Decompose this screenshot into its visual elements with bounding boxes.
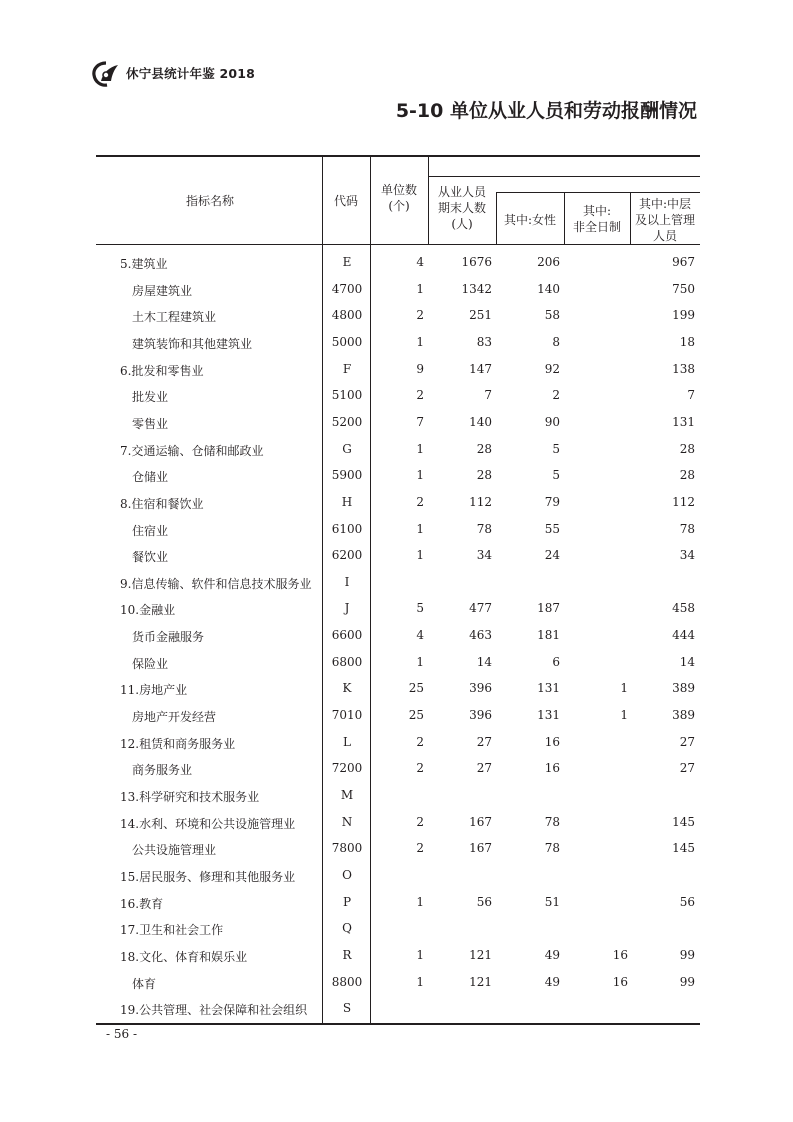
row-managers: 7 bbox=[687, 388, 695, 403]
table-row bbox=[96, 916, 700, 942]
row-name: 零售业 bbox=[132, 416, 169, 431]
col-header-female: 其中:女性 bbox=[503, 213, 557, 227]
table-row bbox=[96, 996, 700, 1022]
row-name: 批发业 bbox=[132, 390, 169, 405]
row-total: 27 bbox=[476, 734, 492, 749]
row-total: 78 bbox=[476, 521, 492, 536]
book-title: 休宁县统计年鉴 2018 bbox=[126, 66, 256, 81]
row-name: 保险业 bbox=[132, 656, 169, 671]
row-managers: 27 bbox=[679, 734, 695, 749]
row-name: 住宿业 bbox=[132, 523, 169, 538]
row-total: 396 bbox=[469, 681, 492, 696]
row-units: 1 bbox=[416, 441, 424, 456]
row-female: 5 bbox=[552, 441, 560, 456]
row-name: 14.水利、环境和公共设施管理业 bbox=[120, 816, 296, 831]
row-code: 6100 bbox=[331, 521, 363, 536]
row-units: 25 bbox=[408, 681, 424, 696]
row-total: 112 bbox=[469, 494, 492, 509]
table-row bbox=[96, 836, 700, 862]
row-total: 34 bbox=[476, 548, 492, 563]
row-total: 167 bbox=[469, 841, 492, 856]
table-row bbox=[96, 970, 700, 996]
row-managers: 112 bbox=[672, 494, 695, 509]
row-units: 1 bbox=[416, 654, 424, 669]
row-total: 121 bbox=[469, 974, 492, 989]
row-female: 49 bbox=[544, 947, 560, 962]
row-code: 7800 bbox=[331, 841, 363, 856]
row-name: 12.租赁和商务服务业 bbox=[120, 736, 236, 751]
col-header-name: 指标名称 bbox=[185, 194, 234, 208]
row-female: 79 bbox=[544, 494, 560, 509]
row-code: Q bbox=[342, 921, 352, 936]
row-female: 6 bbox=[552, 654, 560, 669]
row-units: 2 bbox=[416, 734, 424, 749]
row-female: 58 bbox=[544, 308, 560, 323]
row-units: 1 bbox=[416, 281, 424, 296]
table-row bbox=[96, 650, 700, 676]
table-row bbox=[96, 463, 700, 489]
row-name: 5.建筑业 bbox=[120, 257, 168, 271]
row-code: H bbox=[341, 494, 353, 509]
table-row bbox=[96, 303, 700, 329]
row-code: K bbox=[342, 681, 352, 696]
table-row bbox=[96, 250, 700, 276]
row-female: 187 bbox=[537, 601, 560, 616]
row-name: 建筑装饰和其他建筑业 bbox=[132, 336, 253, 351]
row-units: 7 bbox=[416, 414, 424, 429]
row-code: I bbox=[344, 574, 350, 589]
header-inner-rule-1 bbox=[428, 176, 700, 177]
table-row bbox=[96, 543, 700, 569]
row-total: 251 bbox=[469, 308, 492, 323]
row-managers: 458 bbox=[672, 601, 695, 616]
row-total: 477 bbox=[469, 601, 492, 616]
row-code: N bbox=[341, 814, 353, 829]
row-units: 2 bbox=[416, 388, 424, 403]
row-units: 1 bbox=[416, 521, 424, 536]
row-code: P bbox=[342, 894, 352, 909]
row-managers: 444 bbox=[672, 628, 695, 643]
row-name: 土木工程建筑业 bbox=[132, 310, 217, 325]
table-row bbox=[96, 517, 700, 543]
row-managers: 750 bbox=[672, 281, 695, 296]
row-units: 2 bbox=[416, 494, 424, 509]
row-units: 4 bbox=[416, 255, 424, 269]
row-managers: 99 bbox=[679, 947, 695, 962]
row-total: 1342 bbox=[461, 281, 492, 296]
header-inner-rule-2 bbox=[496, 192, 700, 193]
row-total: 27 bbox=[476, 761, 492, 776]
row-female: 90 bbox=[544, 414, 560, 429]
row-total: 56 bbox=[476, 894, 492, 909]
row-code: 7200 bbox=[331, 761, 363, 776]
table-row bbox=[96, 623, 700, 649]
table-row bbox=[96, 330, 700, 356]
table-row bbox=[96, 410, 700, 436]
row-units: 4 bbox=[416, 628, 424, 643]
row-name: 18.文化、体育和娱乐业 bbox=[120, 949, 248, 964]
row-name: 6.批发和零售业 bbox=[120, 363, 204, 378]
row-total: 147 bbox=[469, 361, 492, 376]
table-row bbox=[96, 357, 700, 383]
row-units: 9 bbox=[416, 361, 424, 376]
row-managers: 34 bbox=[679, 548, 695, 563]
row-managers: 99 bbox=[679, 974, 695, 989]
row-name: 餐饮业 bbox=[132, 550, 169, 565]
row-code: 7010 bbox=[331, 708, 363, 723]
table-row bbox=[96, 890, 700, 916]
row-female: 16 bbox=[544, 734, 560, 749]
row-name: 公共设施管理业 bbox=[132, 843, 217, 858]
row-code: L bbox=[343, 734, 351, 749]
table-top-rule bbox=[96, 155, 700, 157]
row-units: 1 bbox=[416, 894, 424, 909]
row-female: 131 bbox=[537, 681, 560, 696]
row-name: 9.信息传输、软件和信息技术服务业 bbox=[120, 576, 312, 591]
row-name: 房地产开发经营 bbox=[132, 710, 217, 725]
row-code: 6600 bbox=[331, 628, 363, 643]
row-female: 206 bbox=[537, 255, 560, 269]
page-number: - 56 - bbox=[106, 1027, 138, 1041]
row-female: 92 bbox=[544, 361, 560, 376]
row-managers: 28 bbox=[679, 468, 695, 483]
row-code: 8800 bbox=[331, 974, 363, 989]
row-units: 1 bbox=[416, 947, 424, 962]
row-parttime: 16 bbox=[612, 947, 628, 962]
row-total: 140 bbox=[469, 414, 492, 429]
row-female: 49 bbox=[544, 974, 560, 989]
row-female: 140 bbox=[537, 281, 560, 296]
col-header-total: 从业人员 期末人数 (人) bbox=[437, 185, 486, 231]
row-code: M bbox=[340, 788, 354, 802]
table-row bbox=[96, 783, 700, 809]
row-female: 51 bbox=[544, 894, 560, 909]
col-header-code: 代码 bbox=[333, 194, 358, 208]
row-managers: 56 bbox=[679, 894, 695, 909]
row-managers: 145 bbox=[672, 841, 695, 856]
table-row bbox=[96, 277, 700, 303]
table-row bbox=[96, 596, 700, 622]
row-managers: 14 bbox=[679, 654, 695, 669]
row-female: 5 bbox=[552, 468, 560, 483]
row-units: 1 bbox=[416, 548, 424, 563]
row-units: 2 bbox=[416, 308, 424, 323]
row-name: 17.卫生和社会工作 bbox=[120, 923, 224, 938]
row-units: 2 bbox=[416, 814, 424, 829]
table-row bbox=[96, 863, 700, 889]
row-managers: 18 bbox=[679, 334, 695, 349]
row-managers: 78 bbox=[679, 521, 695, 536]
table-row bbox=[96, 810, 700, 836]
row-total: 7 bbox=[484, 388, 492, 403]
row-female: 16 bbox=[544, 761, 560, 776]
row-code: 6800 bbox=[331, 654, 363, 669]
row-name: 房屋建筑业 bbox=[132, 283, 193, 298]
row-parttime: 1 bbox=[620, 708, 628, 723]
row-parttime: 16 bbox=[612, 974, 628, 989]
row-total: 83 bbox=[476, 334, 492, 349]
table-row bbox=[96, 437, 700, 463]
table-row bbox=[96, 730, 700, 756]
row-total: 28 bbox=[476, 441, 492, 456]
row-code: G bbox=[342, 441, 352, 456]
row-managers: 389 bbox=[672, 681, 695, 696]
header-bottom-rule bbox=[96, 244, 700, 245]
row-total: 14 bbox=[476, 654, 492, 669]
row-female: 78 bbox=[544, 814, 560, 829]
row-code: 5200 bbox=[331, 414, 363, 429]
row-name: 11.房地产业 bbox=[120, 683, 188, 698]
row-managers: 145 bbox=[672, 814, 695, 829]
row-code: 5100 bbox=[331, 388, 363, 403]
row-managers: 967 bbox=[672, 255, 695, 269]
row-managers: 131 bbox=[672, 414, 695, 429]
row-units: 5 bbox=[416, 601, 424, 616]
row-female: 2 bbox=[552, 388, 560, 403]
row-units: 25 bbox=[408, 708, 424, 723]
row-units: 2 bbox=[416, 761, 424, 776]
row-managers: 199 bbox=[672, 308, 695, 323]
table-row bbox=[96, 570, 700, 596]
row-name: 19.公共管理、社会保障和社会组织 bbox=[120, 1003, 308, 1018]
row-total: 167 bbox=[469, 814, 492, 829]
table-title: 5-10 单位从业人员和劳动报酬情况 bbox=[395, 100, 697, 122]
row-units: 1 bbox=[416, 974, 424, 989]
row-name: 7.交通运输、仓储和邮政业 bbox=[120, 443, 264, 458]
row-name: 16.教育 bbox=[120, 896, 164, 911]
row-total: 28 bbox=[476, 468, 492, 483]
row-name: 10.金融业 bbox=[120, 603, 176, 618]
row-code: R bbox=[342, 947, 352, 962]
row-managers: 138 bbox=[672, 361, 695, 376]
col-header-managers: 其中:中层 及以上管理 人员 bbox=[634, 197, 695, 243]
row-code: S bbox=[342, 1001, 352, 1016]
row-units: 2 bbox=[416, 841, 424, 856]
row-code: 5900 bbox=[331, 468, 363, 483]
row-units: 1 bbox=[416, 334, 424, 349]
row-total: 121 bbox=[469, 947, 492, 962]
row-name: 商务服务业 bbox=[132, 763, 193, 778]
table-row bbox=[96, 383, 700, 409]
row-female: 55 bbox=[544, 521, 560, 536]
table-row bbox=[96, 943, 700, 969]
row-units: 1 bbox=[416, 468, 424, 483]
row-female: 181 bbox=[537, 628, 560, 643]
row-female: 8 bbox=[552, 334, 560, 349]
table-row bbox=[96, 490, 700, 516]
row-managers: 27 bbox=[679, 761, 695, 776]
row-code: 6200 bbox=[331, 548, 363, 563]
row-name: 货币金融服务 bbox=[132, 630, 205, 645]
row-total: 463 bbox=[469, 628, 492, 643]
row-parttime: 1 bbox=[620, 681, 628, 696]
row-total: 396 bbox=[469, 708, 492, 723]
row-code: 4700 bbox=[331, 281, 363, 296]
row-managers: 28 bbox=[679, 441, 695, 456]
row-name: 体育 bbox=[132, 976, 157, 991]
row-name: 15.居民服务、修理和其他服务业 bbox=[120, 869, 296, 884]
row-female: 24 bbox=[544, 548, 560, 563]
row-female: 131 bbox=[537, 708, 560, 723]
row-code: 4800 bbox=[331, 308, 363, 323]
row-total: 1676 bbox=[461, 255, 492, 269]
table-row bbox=[96, 676, 700, 702]
table-row bbox=[96, 703, 700, 729]
table-row bbox=[96, 756, 700, 782]
yearbook-logo-icon bbox=[92, 61, 120, 87]
col-header-parttime: 其中: 非全日制 bbox=[572, 204, 621, 234]
col-header-units: 单位数 (个) bbox=[380, 183, 417, 213]
row-managers: 389 bbox=[672, 708, 695, 723]
row-code: E bbox=[342, 255, 352, 269]
row-code: J bbox=[344, 601, 350, 616]
row-name: 仓储业 bbox=[132, 470, 169, 485]
row-name: 13.科学研究和技术服务业 bbox=[120, 790, 260, 804]
row-code: 5000 bbox=[331, 334, 363, 349]
row-code: F bbox=[342, 361, 352, 376]
row-code: O bbox=[342, 867, 352, 882]
row-name: 8.住宿和餐饮业 bbox=[120, 496, 204, 511]
table-bottom-rule bbox=[96, 1023, 700, 1025]
row-female: 78 bbox=[544, 841, 560, 856]
